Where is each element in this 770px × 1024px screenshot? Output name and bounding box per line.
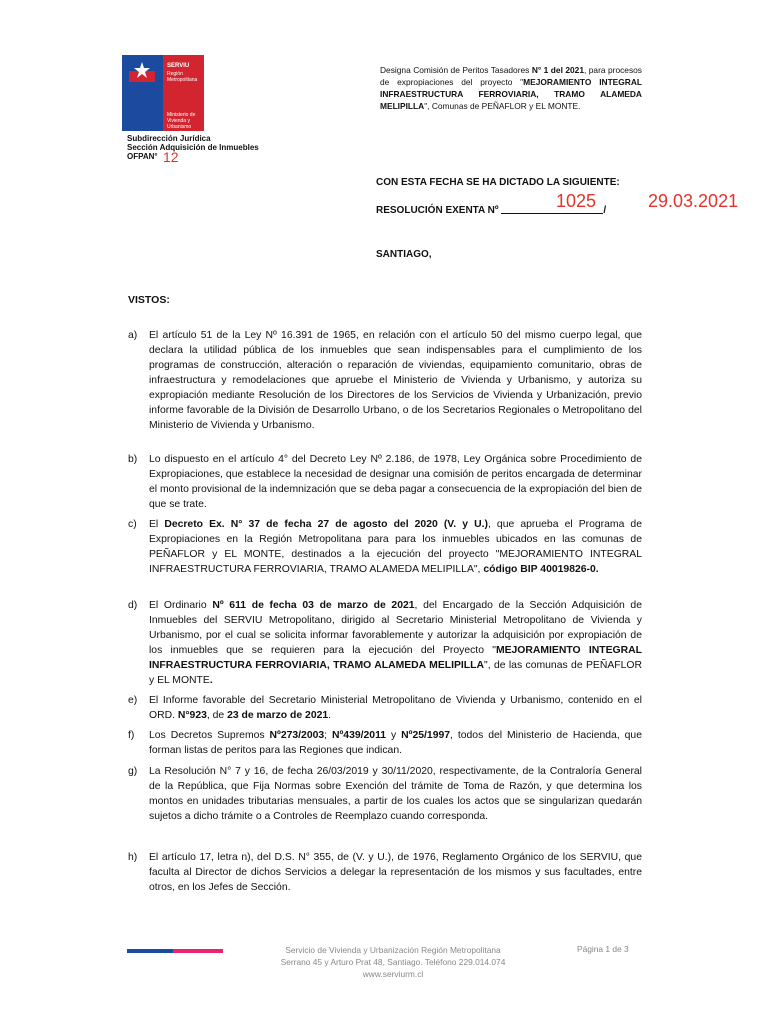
- ofpan-number: 12: [163, 149, 179, 165]
- ofpan-label: OFPAN°: [127, 152, 158, 161]
- visto-item: g) La Resolución N° 7 y 16, de fecha 26/03/2019 y 30/11/2020, respectivamente, de la Contraloría General de la República, que Fija Normas sobre Exención del trámite de Toma de Razón, y que determina los montos en unidades tributarias mensuales, a partir de los cuales los actos que se singularizan quedarán sujetos a dicho trámite o a Controles de Reemplazo cuando corresponda.: [128, 766, 642, 822]
- visto-item: c) El Decreto Ex. N° 37 de fecha 27 de agosto del 2020 (V. y U.), que aprueba el Programa de Expropiaciones en la Región Metropolitana para para los inmuebles ubicados en las comunas de PEÑAFLOR y EL MONTE, destinados a la ejecución del proyecto "MEJORAMIENTO INTEGRAL INFRAESTRUCTURA FERROVIARIA, TRAMO ALAMEDA MELIPILLA", código BIP 40019826-0.: [128, 519, 642, 575]
- logo-region: Región Metropolitana: [167, 71, 198, 83]
- resolucion-date: 29.03.2021: [648, 191, 739, 211]
- footer-bar-blue: [127, 949, 173, 953]
- department-block: [127, 134, 259, 161]
- vistos-heading: VISTOS:: [128, 294, 170, 306]
- serviu-logo: [122, 55, 204, 131]
- con-fecha-heading: CON ESTA FECHA SE HA DICTADO LA SIGUIENTE:: [376, 177, 620, 188]
- visto-item: a) El artículo 51 de la Ley Nº 16.391 de 1965, en relación con el artículo 50 del mismo cuerpo legal, que declara la utilidad pública de los inmuebles que sean indispensables para el cumplimiento de los programas de construcción, alteración o reparación de viviendas, equipamiento comunitario, obras de infraestructura y remodelaciones que apruebe el Ministerio de Vivienda y Urbanismo, y autoriza su expropiación mediante Resolución de los Directores de los Servicios de Vivienda y Urbanización, previo informe favorable de la División de Desarrollo Urbano, o de los Secretarios Regionales o Metropolitano del Ministerio de Vivienda y Urbanismo.: [128, 330, 642, 431]
- visto-item: d) El Ordinario Nº 611 de fecha 03 de marzo de 2021, del Encargado de la Sección Adquisición de Inmuebles del SERVIU Metropolitano, dirigido al Secretario Ministerial Metropolitano de Vivienda y Urbanismo, por el cual se solicita informar favorablemente y autorizar la adquisición por expropiación de los inmuebles que se requieren para la ejecución del Proyecto "MEJORAMIENTO INTEGRAL INFRAESTRUCTURA FERROVIARIA, TRAMO ALAMEDA MELIPILLA", de las comunas de PEÑAFLOR y EL MONTE.: [128, 600, 642, 686]
- visto-item: f) Los Decretos Supremos Nº273/2003; Nº439/2011 y Nº25/1997, todos del Ministerio de Hacienda, que forman listas de peritos para las Regiones que indican.: [128, 730, 642, 756]
- coat-of-arms-icon: [129, 60, 155, 82]
- logo-org: SERVIU: [167, 63, 190, 69]
- footer-bar-pink: [173, 949, 223, 953]
- visto-item: b) Lo dispuesto en el artículo 4° del Decreto Ley Nº 2.186, de 1978, Ley Orgánica sobre Procedimiento de Expropiaciones, que establece la necesidad de designar una comisión de peritos encargada de determinar el monto provisional de la indemnización que se deba pagar a consecuencia de la expropiación del bien de que se trate.: [128, 454, 642, 510]
- seccion: Sección Adquisición de Inmuebles: [127, 143, 259, 152]
- designa-summary: Designa Comisión de Peritos Tasadores N° 1 del 2021, para procesos de expropiaciones del proyecto "MEJORAMIENTO INTEGRAL INFRAESTRUCTURA FERROVIARIA, TRAMO ALAMEDA MELIPILLA", Comunas de PEÑAFLOR y EL MONTE.: [380, 65, 642, 111]
- logo-ministry: Ministerio de Vivienda y Urbanismo: [167, 112, 196, 130]
- page-number: Página 1 de 3: [577, 944, 629, 954]
- city: SANTIAGO,: [376, 249, 432, 260]
- footer-address: Servicio de Vivienda y Urbanización Región Metropolitana Serrano 45 y Arturo Prat 48, Santiago. Teléfono 229.014.074 www.serviurm.cl: [280, 945, 506, 979]
- resolucion-label: RESOLUCIÓN EXENTA Nº /: [376, 205, 607, 216]
- resolucion-number: 1025: [556, 191, 597, 211]
- visto-item: e) El Informe favorable del Secretario Ministerial Metropolitano de Vivienda y Urbanismo, contenido en el ORD. N°923, de 23 de marzo de 2021.: [128, 695, 642, 721]
- visto-item: h) El artículo 17, letra n), del D.S. N° 355, de (V. y U.), de 1976, Reglamento Orgánico de los SERVIU, que faculta al Director de dichos Servicios a delegar la representación de los mismos y sus facultades, entre otros, en los Jefes de Sección.: [128, 852, 642, 893]
- subdireccion: Subdirección Jurídica: [127, 134, 211, 143]
